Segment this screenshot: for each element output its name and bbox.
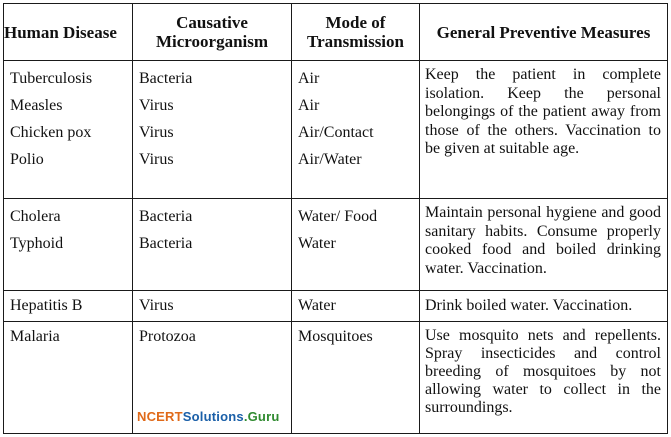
disease-name: Polio	[10, 151, 44, 168]
transmission-cell	[292, 322, 420, 434]
table-row	[4, 61, 668, 199]
transmission-mode: Water	[298, 297, 336, 314]
preventive-measure: Keep the patient in complete isolation. Keep the personal belongings of the patient away from those of the others. Vaccination to be given at suitable age.	[425, 66, 661, 157]
disease-name: Typhoid	[10, 235, 64, 252]
header-micro-line1: Causative	[176, 13, 248, 32]
transmission-cell	[292, 199, 420, 291]
microorganism: Virus	[139, 124, 174, 141]
microorganism: Virus	[139, 151, 174, 168]
transmission-cell	[292, 291, 420, 322]
header-preventive-measures: General Preventive Measures	[420, 4, 668, 61]
ncert-solutions-watermark	[137, 409, 279, 424]
transmission-mode: Mosquitoes	[298, 328, 373, 345]
watermark-part3: .Guru	[243, 409, 280, 424]
disease-name: Chicken pox	[10, 124, 92, 141]
watermark-part2: Solutions	[182, 409, 244, 424]
header-mode-of-transmission	[292, 4, 420, 61]
disease-cell	[4, 291, 133, 322]
disease-cell	[4, 61, 133, 199]
table-row	[4, 291, 668, 322]
measure-cell	[420, 322, 668, 434]
microorganism: Virus	[139, 297, 174, 314]
transmission-mode: Water	[298, 235, 336, 252]
microorganism: Bacteria	[139, 70, 193, 87]
microorganism: Bacteria	[139, 208, 193, 225]
header-mode-line2: Transmission	[307, 32, 404, 51]
header-mode-line1: Mode of	[325, 13, 386, 32]
disease-table	[3, 3, 668, 434]
transmission-mode: Air	[298, 97, 320, 114]
measure-cell	[420, 291, 668, 322]
preventive-measure: Use mosquito nets and repellents. Spray insecticides and control breeding of mosquitoes by not allowing water to collect in the surroundings.	[425, 327, 661, 416]
microorganism: Virus	[139, 97, 174, 114]
transmission-mode: Air	[298, 70, 320, 87]
microorganism-cell	[133, 199, 292, 291]
microorganism-cell	[133, 61, 292, 199]
header-human-disease: Human Disease	[4, 4, 133, 61]
preventive-measure: Drink boiled water. Vaccination.	[425, 297, 633, 314]
measure-cell	[420, 199, 668, 291]
microorganism: Protozoa	[139, 328, 196, 345]
microorganism-cell	[133, 291, 292, 322]
disease-cell	[4, 199, 133, 291]
table-row	[4, 322, 668, 434]
microorganism: Bacteria	[139, 235, 193, 252]
disease-cell	[4, 322, 133, 434]
header-causative-microorganism	[133, 4, 292, 61]
disease-name: Malaria	[10, 328, 60, 345]
disease-name: Cholera	[10, 208, 61, 225]
measure-cell	[420, 61, 668, 199]
header-row	[4, 4, 668, 61]
transmission-mode: Air/Contact	[298, 124, 374, 141]
transmission-mode: Water/ Food	[298, 208, 378, 225]
disease-name: Measles	[10, 97, 63, 114]
watermark-part1: NCERT	[137, 409, 183, 424]
disease-name: Tuberculosis	[10, 70, 93, 87]
transmission-mode: Air/Water	[298, 151, 362, 168]
preventive-measure: Maintain personal hygiene and good sanitary habits. Consume properly cooked food and boiled drinking water. Vaccination.	[425, 204, 661, 277]
header-micro-line2: Microorganism	[155, 32, 269, 51]
disease-name: Hepatitis B	[10, 297, 83, 314]
table-row	[4, 199, 668, 291]
transmission-cell	[292, 61, 420, 199]
